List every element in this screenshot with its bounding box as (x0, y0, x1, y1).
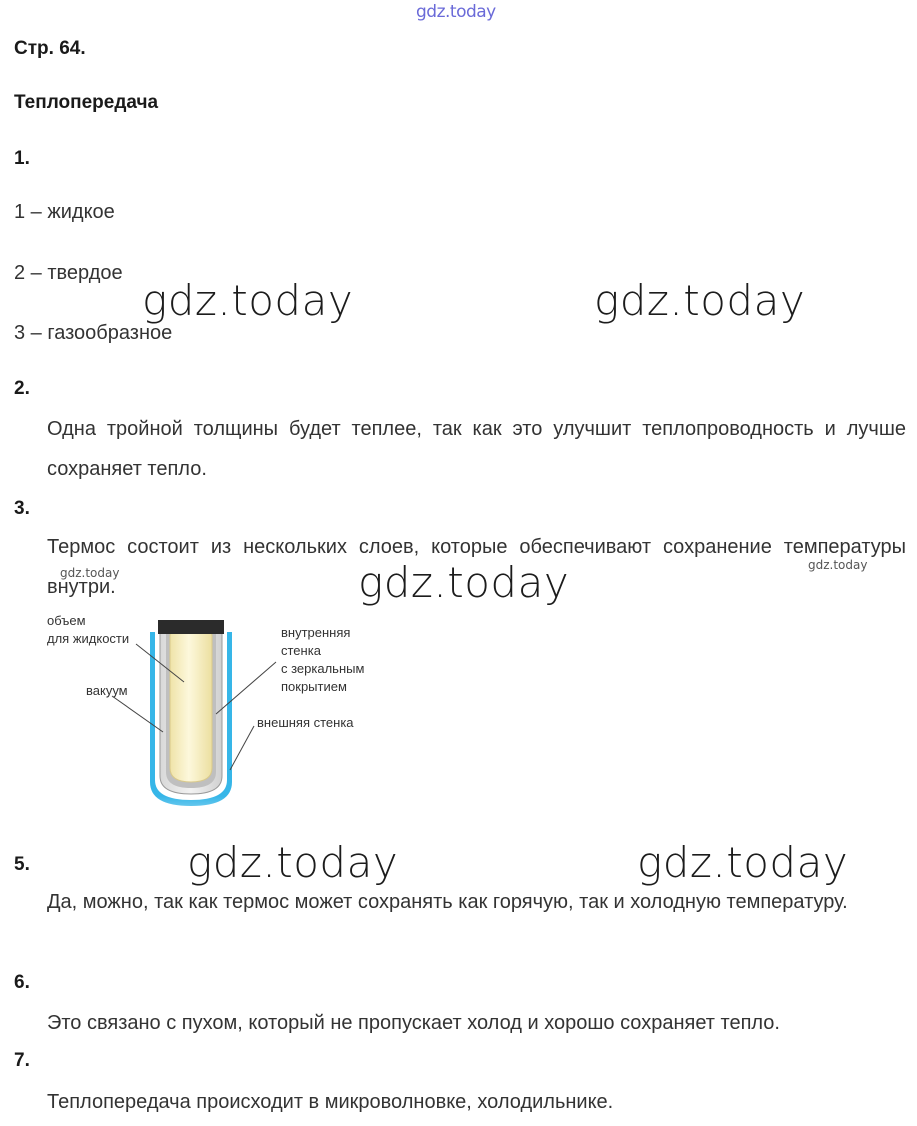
answer-7-text: Теплопередача происходит в микроволновке, холодильнике. (47, 1091, 614, 1113)
watermark: gdz.today (142, 276, 354, 325)
question-number-6: 6. (14, 972, 30, 993)
watermark-small: gdz.today (808, 558, 868, 572)
label-liquid-volume-1: объем (47, 613, 86, 628)
question-number-2: 2. (14, 378, 30, 399)
label-inner-wall-4: покрытием (281, 679, 347, 694)
answer-5-text: Да, можно, так как термос может сохранять как горячую, так и холодную температуру. (47, 891, 848, 913)
question-number-5: 5. (14, 854, 30, 875)
watermark: gdz.today (358, 558, 570, 607)
watermark: gdz.today (187, 838, 399, 887)
answer-6-text: Это связано с пухом, который не пропускает холод и хорошо сохраняет тепло. (47, 1012, 780, 1034)
thermos-lid (158, 620, 224, 634)
label-inner-wall-3: с зеркальным (281, 661, 365, 676)
watermark: gdz.today (594, 276, 806, 325)
question-number-3: 3. (14, 498, 30, 519)
label-inner-wall-1: внутренняя (281, 625, 351, 640)
watermark-small: gdz.today (60, 566, 120, 580)
question-number-1: 1. (14, 148, 30, 169)
topic-title: Теплопередача (14, 92, 159, 113)
liquid-volume-shape (170, 630, 212, 782)
page-number: Стр. 64. (14, 38, 86, 59)
answer-2-text: Одна тройной толщины будет теплее, так как это улучшит теплопроводность и лучше сохраняет тепло. (47, 418, 906, 480)
label-vacuum: вакуум (86, 683, 128, 698)
label-inner-wall-2: стенка (281, 643, 321, 658)
label-liquid-volume-2: для жидкости (47, 631, 130, 646)
label-outer-wall: внешняя стенка (257, 715, 354, 730)
answer-1-3: 3 – газообразное (14, 322, 173, 344)
answer-3-text: Термос состоит из нескольких слоев, которые обеспечивают сохранение температуры внутри. (47, 536, 906, 598)
thermos-diagram (40, 610, 400, 840)
answer-1-1: 1 – жидкое (14, 201, 115, 223)
watermark-top: gdz.today (416, 2, 496, 22)
answer-1-2: 2 – твердое (14, 262, 123, 284)
watermark: gdz.today (637, 838, 849, 887)
question-number-7: 7. (14, 1050, 30, 1071)
